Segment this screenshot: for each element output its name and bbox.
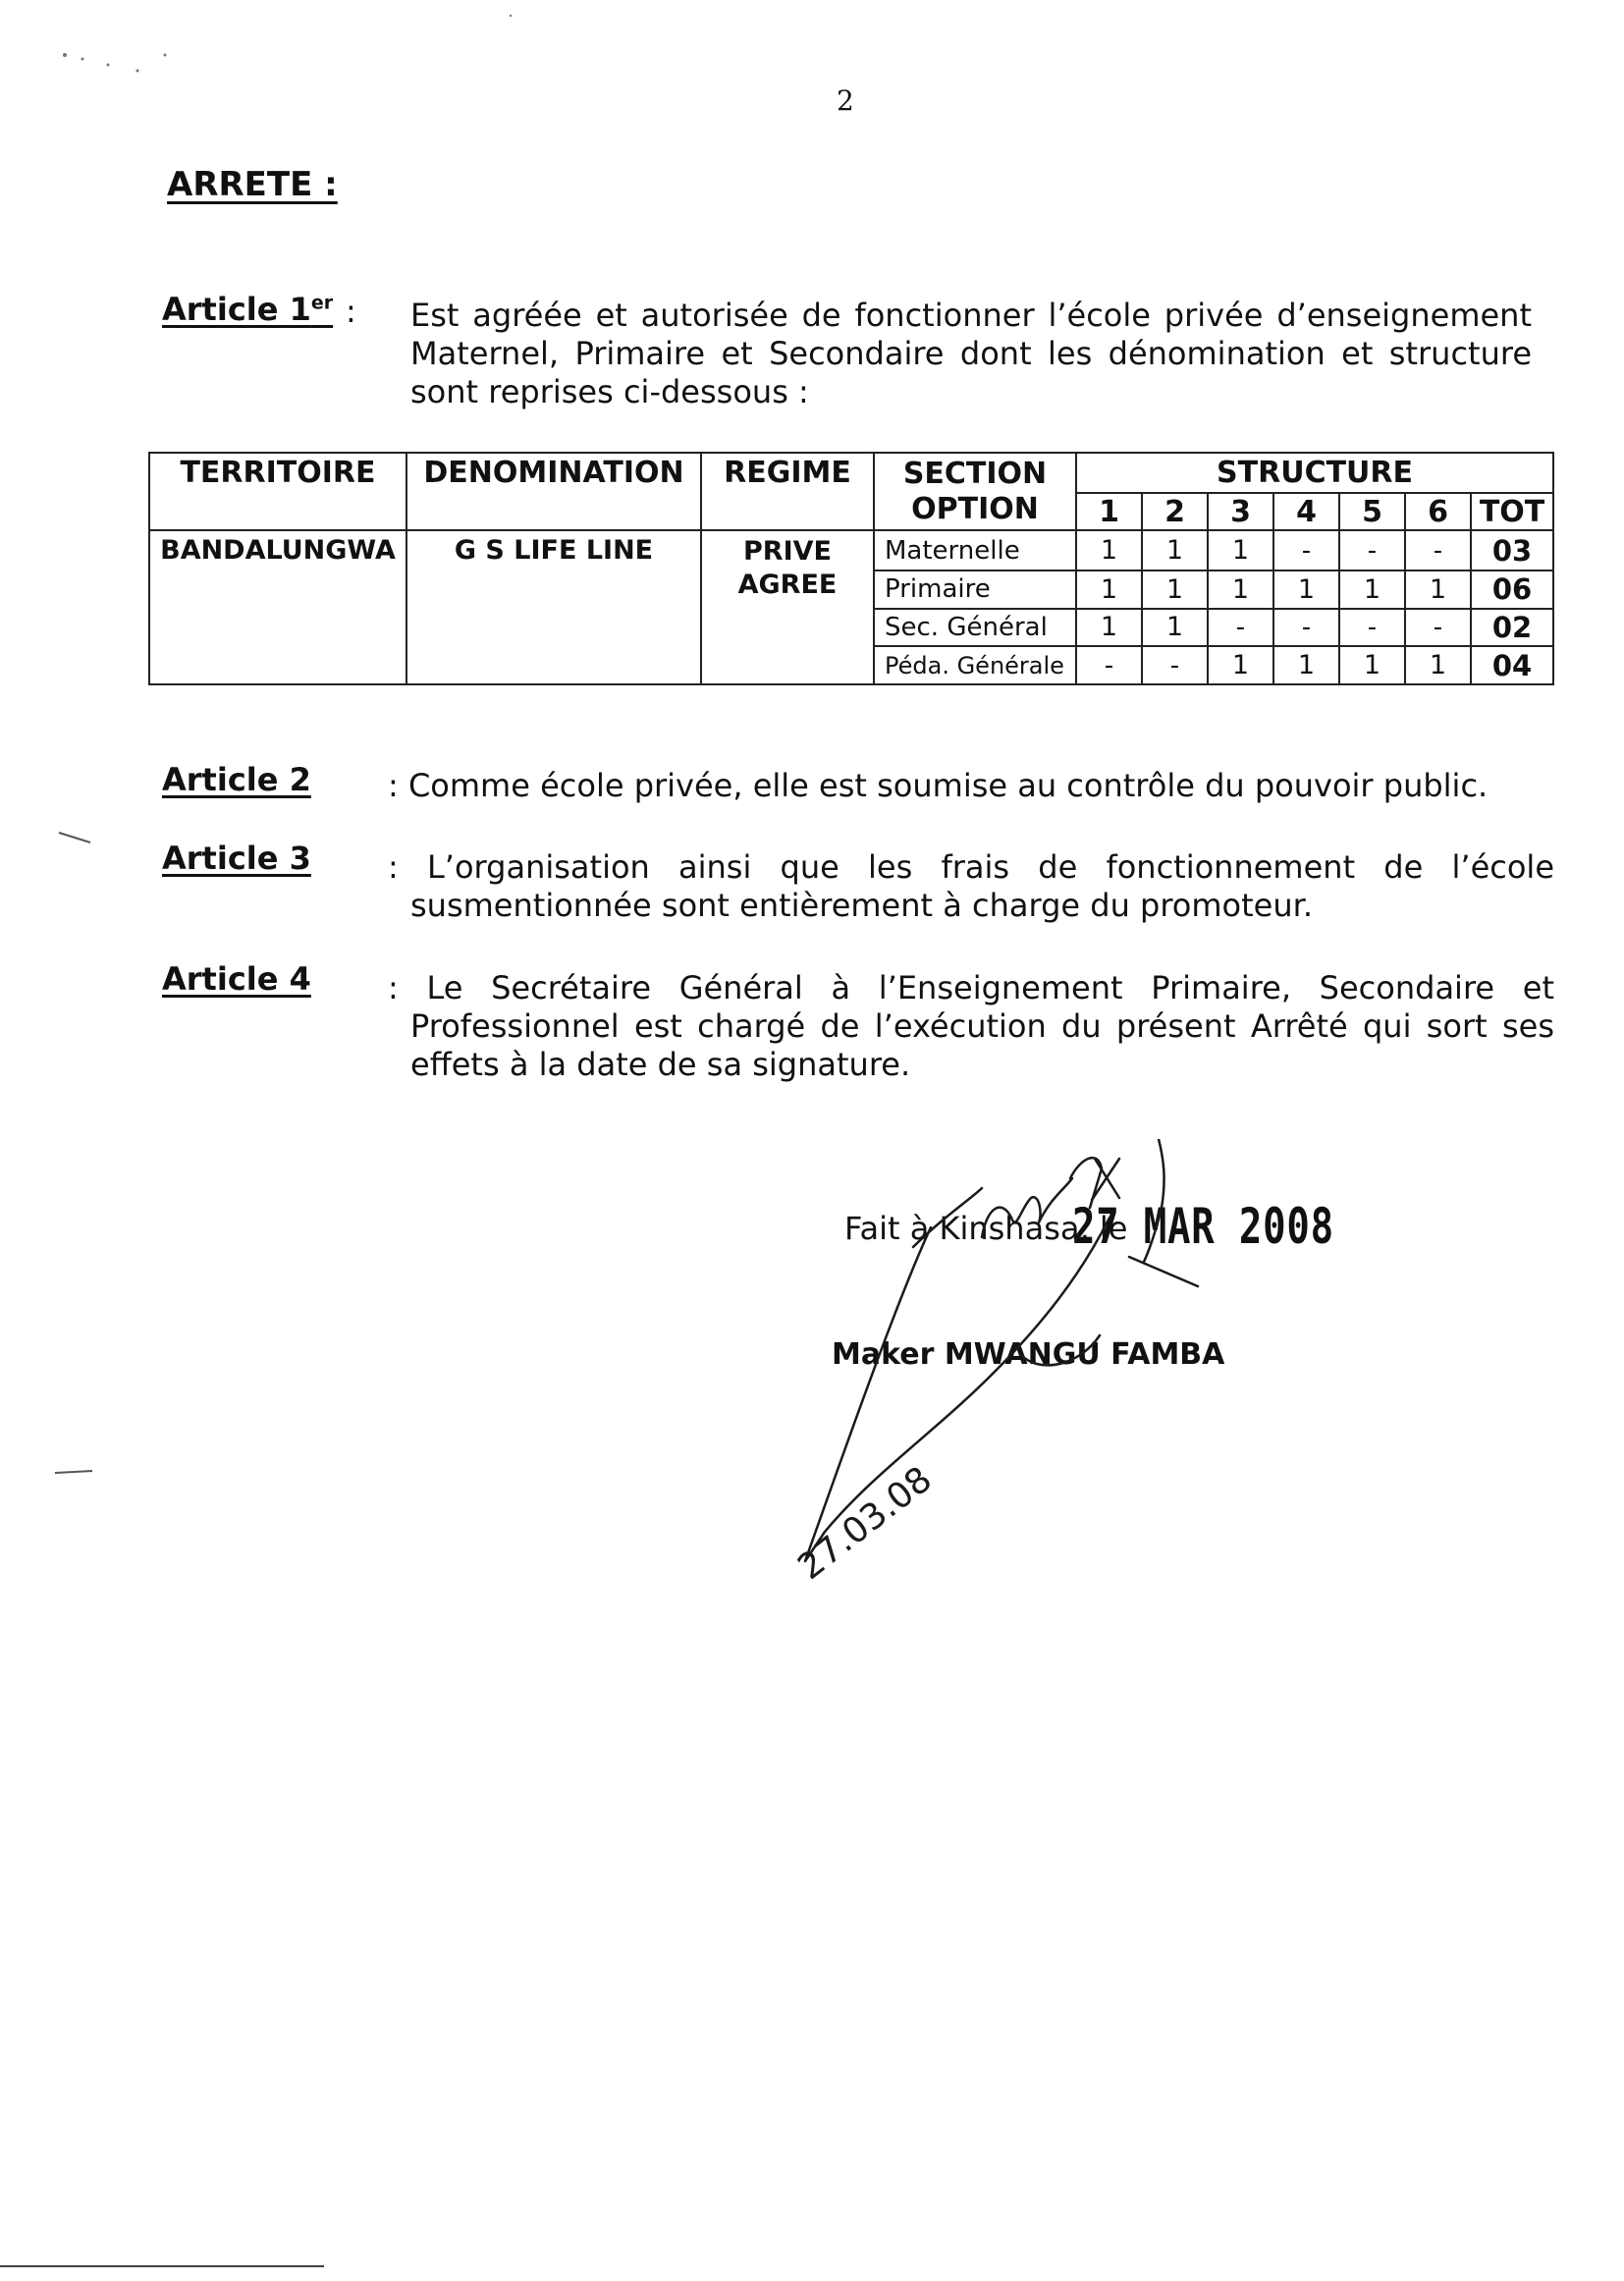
article-3-label: Article 3 [162,840,311,877]
place-and-date-label: Fait à Kinshasa, le [844,1210,1128,1247]
cell-value: 1 [1076,570,1142,609]
cell-total: 06 [1471,570,1553,609]
header-col-tot: TOT [1471,493,1553,531]
cell-section: Sec. Général [874,609,1076,647]
cell-territoire: BANDALUNGWA [149,530,406,684]
header-col-2: 2 [1142,493,1208,531]
cell-value: - [1273,609,1339,647]
cell-value: 1 [1339,646,1405,684]
cell-value: 1 [1273,570,1339,609]
cell-value: 1 [1273,646,1339,684]
cell-total: 02 [1471,609,1553,647]
cell-total: 03 [1471,530,1553,570]
article-4-text: : Le Secrétaire Général à l’Enseignement Primaire, Secondaire et Professionnel est chargé de l’exécution du présent Arrêté qui sort ses effets à la date de sa signature. [388,969,1554,1083]
signatory-name: Maker MWANGU FAMBA [832,1337,1225,1372]
article-1-colon: : [346,293,356,330]
cell-section: Maternelle [874,530,1076,570]
structure-table [148,452,1552,685]
cell-denomination: G S LIFE LINE [406,530,701,684]
article-3-text: : L’organisation ainsi que les frais de fonctionnement de l’école susmentionnée sont entièrement à charge du promoteur. [388,848,1554,924]
cell-value: 1 [1076,530,1142,570]
header-col-4: 4 [1273,493,1339,531]
cell-regime: PRIVE AGREE [701,530,874,684]
cell-value: - [1076,646,1142,684]
article-1-text: Est agréée et autorisée de fonctionner l’école privée d’enseignement Maternel, Primaire et Secondaire dont les dénomination et structure sont reprises ci-dessous : [410,297,1532,410]
cell-value: 1 [1142,609,1208,647]
article-1-label: Article 1er [162,291,334,328]
handwritten-date: 27.03.08 [790,1459,940,1589]
date-stamp: 27 MAR 2008 [1072,1198,1334,1255]
page-number: 2 [837,84,854,117]
header-territoire: TERRITOIRE [149,453,406,530]
arrete-heading: ARRETE : [167,165,338,204]
cell-value: 1 [1208,530,1273,570]
cell-value: - [1405,609,1471,647]
cell-value: - [1405,530,1471,570]
cell-value: - [1142,646,1208,684]
cell-value: 1 [1208,646,1273,684]
cell-value: - [1208,609,1273,647]
cell-section: Péda. Générale [874,646,1076,684]
cell-section: Primaire [874,570,1076,609]
header-section-option: SECTION OPTION [874,453,1076,530]
header-col-3: 3 [1208,493,1273,531]
header-denomination: DENOMINATION [406,453,701,530]
cell-value: 1 [1142,570,1208,609]
cell-value: - [1273,530,1339,570]
handwritten-signature [785,1139,1296,1591]
cell-value: 1 [1405,570,1471,609]
header-col-5: 5 [1339,493,1405,531]
cell-value: 1 [1405,646,1471,684]
header-regime: REGIME [701,453,874,530]
cell-value: 1 [1142,530,1208,570]
cell-value: 1 [1208,570,1273,609]
cell-value: 1 [1076,609,1142,647]
header-col-6: 6 [1405,493,1471,531]
cell-value: 1 [1339,570,1405,609]
table-row [149,530,1553,570]
article-2-label: Article 2 [162,761,311,798]
cell-value: - [1339,609,1405,647]
header-structure: STRUCTURE [1076,453,1553,493]
article-2-text: : Comme école privée, elle est soumise au contrôle du pouvoir public. [388,767,1489,804]
header-col-1: 1 [1076,493,1142,531]
article-4-label: Article 4 [162,960,311,998]
cell-value: - [1339,530,1405,570]
cell-total: 04 [1471,646,1553,684]
